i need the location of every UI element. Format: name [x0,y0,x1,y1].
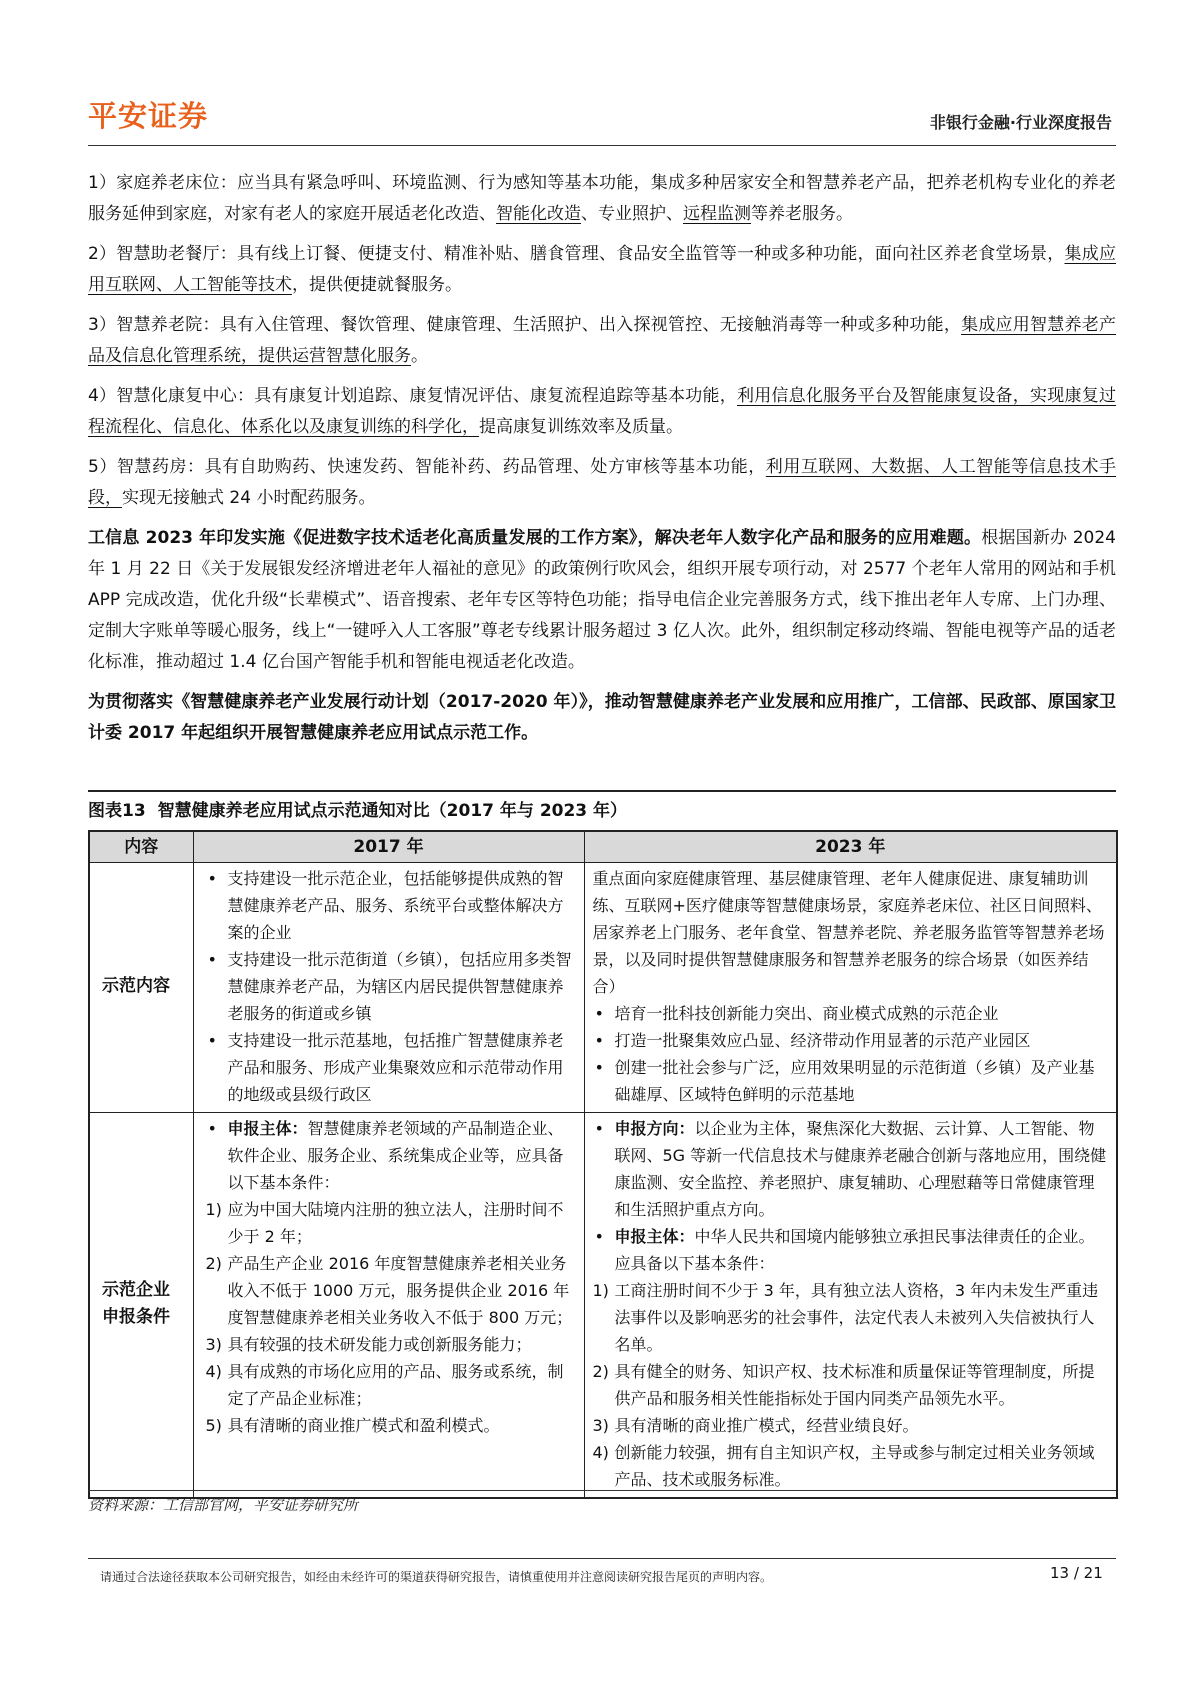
paragraph-nursing-home [88,310,1116,372]
cell-intro: 重点面向家庭健康管理、基层健康管理、老年人健康促进、康复辅助训练、互联网+医疗健康等智慧健康场景，家庭养老床位、社区日间照料、居家养老上门服务、老年食堂、智慧养老院、养老服务监管等智慧养老场景，以及同时提供智慧健康服务和智慧养老服务的综合场景（如医养结合） [592,869,1105,996]
numbered-item [205,1412,576,1439]
text-run: 实现无接触式 24 小时配药服务。 [122,488,376,508]
paragraph-pharmacy [88,452,1116,514]
header-divider [88,145,1116,146]
numbered-item [592,1358,1109,1412]
list-item: • 打造一批聚集效应凸显、经济带动作用显著的示范产业园区 [615,1027,1109,1054]
list-item [615,1115,1109,1223]
item-index: 3) [592,1416,609,1435]
figure-title: 智慧健康养老应用试点示范通知对比（2017 年与 2023 年） [157,801,628,821]
item-label: 申报主体： [227,1119,308,1138]
item-text: 产品生产企业 2016 年度智慧健康养老相关业务收入不低于 1000 万元，服务提供企业 2016 年度智慧健康养老相关业务收入不低于 800 万元； [227,1254,573,1327]
table-row [89,863,1117,1113]
row-label-demo-content: 示范内容 [89,863,193,1113]
cell-2023-conditions [584,1113,1117,1499]
item-text: 具有清晰的商业推广模式，经营业绩良好。 [614,1416,919,1435]
body-content [88,168,1116,758]
underlined-text: 集成应用互联网、人工智能等技术 [88,244,1116,295]
item-text: 工商注册时间不少于 3 年，具有独立法人资格，3 年内未发生严重违法事件以及影响恶劣的社会事件，法定代表人未被列入失信被执行人名单。 [614,1281,1099,1354]
underlined-text: 利用信息化服务平台及智能康复设备，实现康复过程流程化、信息化、体系化以及康复训练的科学化， [88,386,1116,437]
page-header [88,92,1116,138]
header-2017: 2017 年 [193,831,584,863]
item-text: 应为中国大陆境内注册的独立法人，注册时间不少于 2 年； [227,1200,564,1246]
item-text: 具有清晰的商业推广模式和盈利模式。 [227,1416,500,1435]
numbered-item [205,1331,576,1358]
paragraph-digital-aging [88,523,1116,678]
item-text: 创新能力较强，拥有自主知识产权，主导或参与制定过相关业务领域产品、技术或服务标准。 [614,1443,1095,1489]
text-run: 2）智慧助老餐厅：具有线上订餐、便捷支付、精准补贴、膳食管理、食品安全监管等一种或多种功能，面向社区养老食堂场景， [88,244,1065,264]
text-run: 1）家庭养老床位：应当具有紧急呼叫、环境监测、行为感知等基本功能，集成多种居家安全和智慧养老产品，把养老机构专业化的养老服务延伸到家庭，对家有老人的家庭开展适老化改造、 [88,173,1116,224]
list-item: • 支持建设一批示范街道（乡镇），包括应用多类智慧健康养老产品，为辖区内居民提供智慧健康养老服务的街道或乡镇 [228,946,576,1027]
list-item: • 创建一批社会参与广泛，应用效果明显的示范街道（乡镇）及产业基础雄厚、区域特色鲜明的示范基地 [615,1054,1109,1108]
item-index: 1) [205,1200,222,1219]
text-run: 等养老服务。 [751,204,853,224]
table-row [89,1113,1117,1499]
item-text: 中华人民共和国境内能够独立承担民事法律责任的企业。应具备以下基本条件： [614,1227,1095,1273]
text-run: 根据国新办 2024 年 1 月 22 日《关于发展银发经济增进老年人福祉的意见》的政策例行吹风会，组织开展专项行动，对 2577 个老年人常用的网站和手机 APP 完成改造，优化升级“长辈模式”、语音搜索、老年专区等特色功能；指导电信企业完善服务方式，线下推出老年人专席、上门办理、定制大字账单等暖心服务，线上“一键呼入人工客服”尊老专线累计服务超过 3 亿人次。此外，组织制定移动终端、智能电视等产品的适老化标准，推动超过 1.4 亿台国产智能手机和智能电视适老化改造。 [88,528,1116,672]
item-index: 2) [592,1362,609,1381]
item-text: 智慧健康养老领域的产品制造企业、软件企业、服务企业、系统集成企业等，应具备以下基本条件： [227,1119,564,1192]
item-index: 4) [592,1443,609,1462]
underlined-text: 集成应用智慧养老产品及信息化管理系统，提供运营智慧化服务 [88,315,1116,366]
item-index: 3) [205,1335,222,1354]
figure-caption [88,790,1116,820]
list-item: • 支持建设一批示范企业，包括能够提供成熟的智慧健康养老产品、服务、系统平台或整体解决方案的企业 [228,865,576,946]
list-item: • 支持建设一批示范基地，包括推广智慧健康养老产品和服务、形成产业集聚效应和示范带动作用的地级或县级行政区 [228,1027,576,1108]
item-text: 具有健全的财务、知识产权、技术标准和质量保证等管理制度，所提供产品和服务相关性能指标处于国内同类产品领先水平。 [614,1362,1095,1408]
row-label-line: 示范企业 [102,1280,170,1300]
bold-lead: 工信息 2023 年印发实施《促进数字技术适老化高质量发展的工作方案》，解决老年人数字化产品和服务的应用难题。 [88,528,982,548]
item-index: 4) [205,1362,222,1381]
text-run: 提高康复训练效率及质量。 [479,417,683,437]
text-run: ，提供便捷就餐服务。 [292,275,462,295]
paragraph-canteen [88,239,1116,301]
text-run: 、专业照护、 [581,204,683,224]
numbered-item [205,1250,576,1331]
paragraph-rehab-center [88,381,1116,443]
comparison-table [88,830,1118,1499]
figure-number: 图表13 [88,801,146,821]
item-label: 申报主体： [614,1227,695,1246]
row-label-application-conditions [89,1113,193,1499]
footer-disclaimer: 请通过合法途径获取本公司研究报告，如经由未经许可的渠道获得研究报告，请慎重使用并注意阅读研究报告尾页的声明内容。 [100,1570,773,1584]
header-content: 内容 [89,831,193,863]
numbered-item [592,1412,1109,1439]
item-text: 以企业为主体，聚焦深化大数据、云计算、人工智能、物联网、5G 等新一代信息技术与健康养老融合创新与落地应用，围绕健康监测、安全监控、养老照护、康复辅助、心理慰藉等日常健康管理和生活照护重点方向。 [614,1119,1107,1219]
numbered-item [592,1277,1109,1358]
underlined-text: 智能化改造 [496,204,581,224]
source-note: 资料来源：工信部官网，平安证券研究所 [88,1490,1116,1515]
item-index: 1) [592,1281,609,1300]
header-2023: 2023 年 [584,831,1117,863]
underlined-text: 利用互联网、大数据、人工智能等信息技术手段， [88,457,1116,508]
paragraph-pilot-program: 为贯彻落实《智慧健康养老产业发展行动计划（2017-2020 年）》，推动智慧健康养老产业发展和应用推广，工信部、民政部、原国家卫计委 2017 年起组织开展智慧健康养老应用试点示范工作。 [88,692,1116,743]
text-run: 4）智慧化康复中心：具有康复计划追踪、康复情况评估、康复流程追踪等基本功能， [88,386,737,406]
text-run: 3）智慧养老院：具有入住管理、餐饮管理、健康管理、生活照护、出入探视管控、无接触消毒等一种或多种功能， [88,315,962,335]
footer-divider [88,1558,1116,1559]
table-header-row [89,831,1117,863]
list-item [615,1223,1109,1277]
cell-2017-conditions [193,1113,584,1499]
item-label: 申报方向： [614,1119,695,1138]
item-index: 2) [205,1254,222,1273]
brand-logo: 平安证券 [88,99,209,133]
page-number: 13 / 21 [1050,1564,1103,1582]
text-run: 。 [411,346,428,366]
cell-2017-demo-content [193,863,584,1113]
list-item [228,1115,576,1196]
cell-2023-demo-content [584,863,1117,1113]
numbered-item [205,1196,576,1250]
list-item: • 培育一批科技创新能力突出、商业模式成熟的示范企业 [615,1000,1109,1027]
row-label-line: 申报条件 [102,1307,170,1327]
item-index: 5) [205,1416,222,1435]
underlined-text: 远程监测 [683,204,751,224]
item-text: 具有成熟的市场化应用的产品、服务或系统，制定了产品企业标准； [227,1362,564,1408]
paragraph-home-bed [88,168,1116,230]
report-type: 非银行金融·行业深度报告 [929,113,1112,132]
item-text: 具有较强的技术研发能力或创新服务能力； [227,1335,532,1354]
numbered-item [592,1439,1109,1493]
text-run: 5）智慧药房：具有自助购药、快速发药、智能补药、药品管理、处方审核等基本功能， [88,457,766,477]
numbered-item [205,1358,576,1412]
